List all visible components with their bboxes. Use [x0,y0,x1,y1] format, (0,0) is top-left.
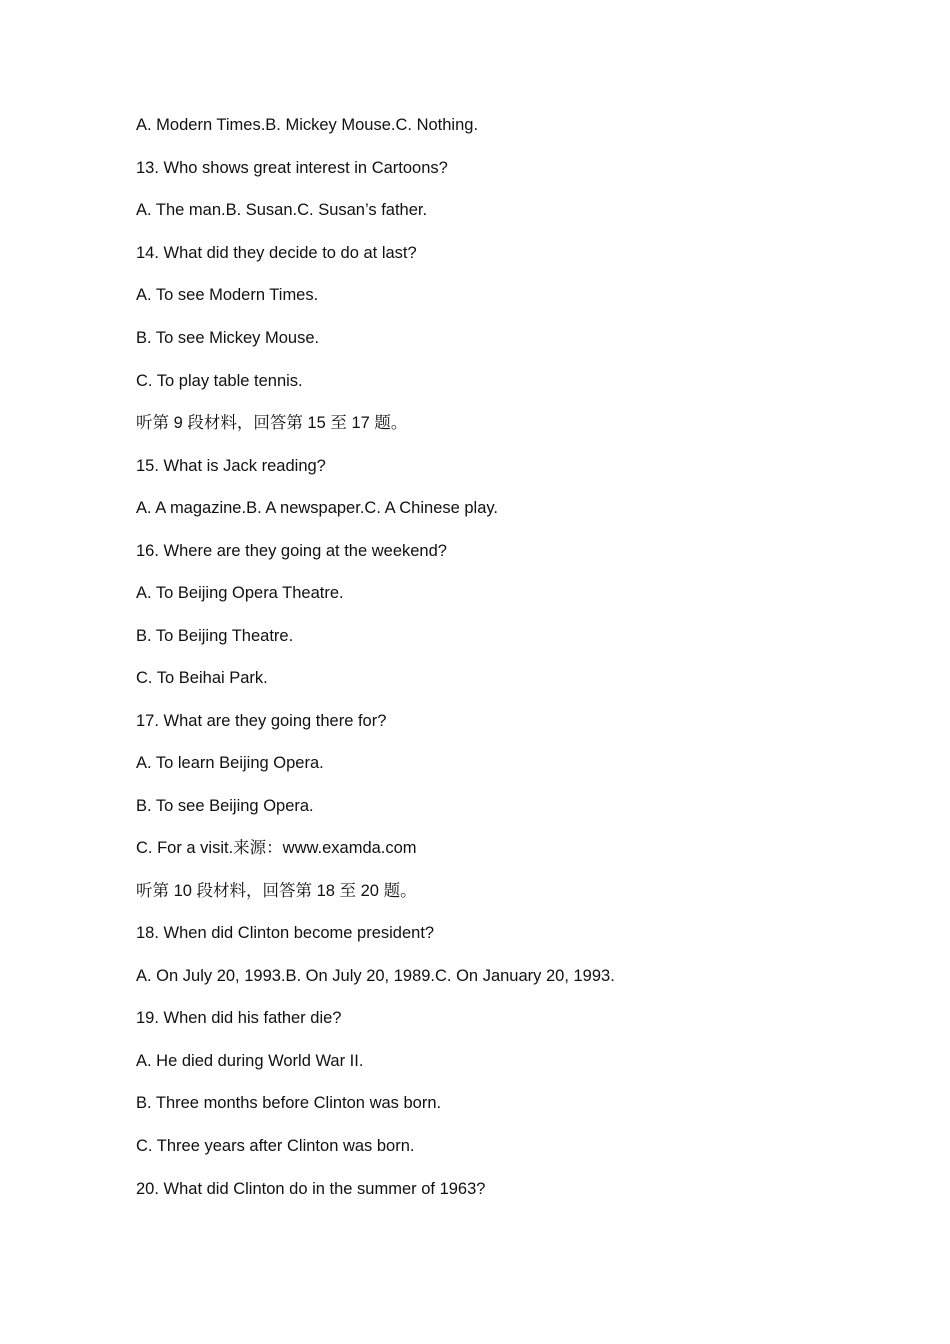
answer-option-q17-b: B. To see Beijing Opera. [136,797,314,815]
answer-option-q19-c: C. Three years after Clinton was born. [136,1137,415,1155]
question-20: 20. What did Clinton do in the summer of 1963? [136,1180,486,1198]
answer-option-q19-a: A. He died during World War II. [136,1052,364,1070]
question-15: 15. What is Jack reading? [136,457,326,475]
answer-option-q16-c: C. To Beihai Park. [136,669,268,687]
question-14: 14. What did they decide to do at last? [136,244,417,262]
section-instruction-10: 听第 10 段材料，回答第 18 至 20 题。 [136,882,417,900]
answer-option-q14-b: B. To see Mickey Mouse. [136,329,320,347]
question-16: 16. Where are they going at the weekend? [136,542,447,560]
answer-options-q13: A. The man.B. Susan.C. Susan’s father. [136,201,428,219]
question-13: 13. Who shows great interest in Cartoons? [136,159,448,177]
answer-option-q14-c: C. To play table tennis. [136,372,303,390]
answer-option-q17-a: A. To learn Beijing Opera. [136,754,324,772]
section-instruction-9: 听第 9 段材料，回答第 15 至 17 题。 [136,414,408,432]
answer-options-q18: A. On July 20, 1993.B. On July 20, 1989.C. On January 20, 1993. [136,967,615,985]
answer-option-q19-b: B. Three months before Clinton was born. [136,1094,442,1112]
answer-option-q16-a: A. To Beijing Opera Theatre. [136,584,344,602]
answer-option-q16-b: B. To Beijing Theatre. [136,627,294,645]
answer-option-q17-c: C. For a visit.来源：www.examda.com [136,839,417,857]
question-18: 18. When did Clinton become president? [136,924,435,942]
question-19: 19. When did his father die? [136,1009,342,1027]
answer-options-q12: A. Modern Times.B. Mickey Mouse.C. Nothing. [136,116,479,134]
question-17: 17. What are they going there for? [136,712,387,730]
answer-option-q14-a: A. To see Modern Times. [136,286,319,304]
answer-options-q15: A. A magazine.B. A newspaper.C. A Chinese play. [136,499,499,517]
